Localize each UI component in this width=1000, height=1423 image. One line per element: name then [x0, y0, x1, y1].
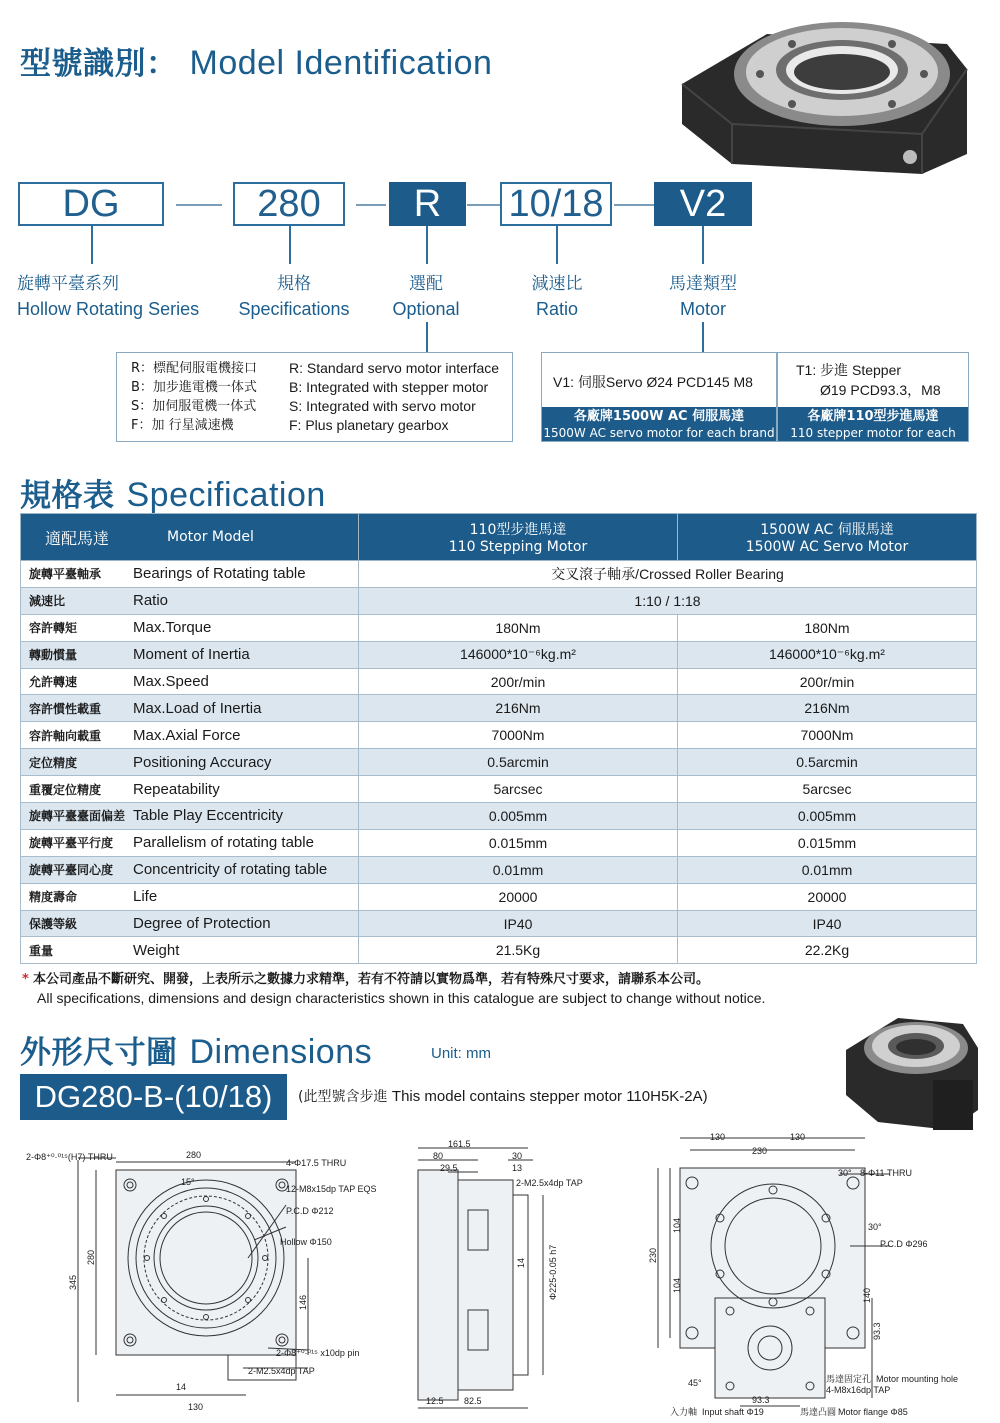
row-value-servo: 0.005mm — [678, 803, 977, 830]
table-row — [21, 776, 977, 803]
option-zh: B：加步進電機一体式 — [131, 380, 257, 395]
dim-text: 130 — [710, 1132, 726, 1142]
row-value-stepper: 0.01mm — [359, 856, 678, 883]
row-value-stepper: 7000Nm — [359, 722, 678, 749]
dim-text: 2-M2.5x4dp TAP — [248, 1366, 315, 1376]
dim-text: 2-M2.5x4dp TAP — [516, 1178, 583, 1188]
row-label-zh: 保護等級 — [21, 910, 134, 937]
note-star: * — [22, 972, 29, 987]
header-col-servo — [678, 514, 977, 561]
dim-text: 146 — [298, 1294, 308, 1310]
row-label-en: Bearings of Rotating table — [133, 561, 359, 588]
dim-text: 140 — [862, 1287, 872, 1303]
row-label-en: Repeatability — [133, 776, 359, 803]
row-label-en: Max.Load of Inertia — [133, 695, 359, 722]
disclaimer-note — [22, 970, 765, 1008]
motor-type-text: V1: 伺服Servo Ø24 PCD145 M8 — [553, 374, 753, 390]
row-label-zh: 定位精度 — [21, 749, 134, 776]
dim-text: Input shaft Φ19 — [702, 1407, 764, 1417]
code-option-box: R — [389, 182, 466, 226]
option-en: S: Integrated with servo motor — [289, 398, 476, 414]
row-value-servo: IP40 — [678, 910, 977, 937]
dim-text: 230 — [648, 1247, 658, 1263]
label-en: Ratio — [535, 299, 579, 319]
connector-line — [426, 226, 428, 264]
table-row — [21, 937, 977, 964]
table-row — [21, 668, 977, 695]
table-row — [21, 722, 977, 749]
label-en: Specifications — [238, 299, 350, 319]
specification-title — [20, 470, 326, 515]
code-ratio-box: 10/18 — [500, 182, 612, 226]
option-zh: R：標配伺服電機接口 — [131, 361, 258, 376]
dim-text: 入力軸 — [670, 1407, 698, 1417]
connector-line — [426, 322, 428, 352]
label-zh: 選配 — [409, 274, 443, 294]
dim-text: 345 — [68, 1274, 78, 1290]
row-label-zh: 精度壽命 — [21, 883, 134, 910]
connector-line — [289, 226, 291, 264]
dim-text: Hollow Φ150 — [280, 1237, 332, 1247]
row-value-servo: 180Nm — [678, 614, 977, 641]
front-view-drawing — [18, 1140, 388, 1415]
dim-text: 230 — [752, 1146, 768, 1156]
option-zh: F：加 行星減速機 — [131, 418, 234, 433]
motor-type-text — [778, 353, 968, 407]
row-value-servo: 20000 — [678, 883, 977, 910]
product-photo-bottom — [838, 1010, 988, 1135]
motor-type-foot — [778, 407, 968, 456]
header-line: 1500W AC Servo Motor — [745, 539, 909, 555]
dim-text: 馬達固定孔 — [826, 1374, 872, 1384]
table-row — [21, 695, 977, 722]
row-value-servo: 0.015mm — [678, 829, 977, 856]
options-box — [116, 352, 513, 442]
code-motor-box: V2 — [654, 182, 752, 226]
label-optional — [366, 272, 486, 322]
table-row — [21, 614, 977, 641]
row-value-stepper: 20000 — [359, 883, 678, 910]
option-row — [131, 397, 512, 416]
dash — [176, 204, 222, 206]
dim-text: 161.5 — [448, 1140, 471, 1149]
header-col-stepper — [359, 514, 678, 561]
header-zh: 適配馬達 — [21, 514, 134, 561]
spec-table — [20, 513, 977, 964]
dim-text: 14 — [176, 1382, 187, 1392]
row-label-en: Positioning Accuracy — [133, 749, 359, 776]
unit-label: Unit: mm — [431, 1045, 491, 1062]
motor-line: T1: 步進 Stepper — [796, 362, 902, 378]
row-label-en: Weight — [133, 937, 359, 964]
motor-type-v1 — [541, 352, 777, 442]
row-label-en: Max.Torque — [133, 614, 359, 641]
dim-text: 8-Φ11 THRU — [860, 1168, 913, 1178]
row-label-zh: 重量 — [21, 937, 134, 964]
dim-text: 93.3 — [752, 1395, 770, 1405]
label-series — [17, 272, 199, 322]
dim-text: Motor mounting hole — [876, 1374, 959, 1384]
row-label-zh: 容許轉矩 — [21, 614, 134, 641]
title-en: Specification — [126, 476, 326, 514]
row-label-en: Concentricity of rotating table — [133, 856, 359, 883]
code-spec-box: 280 — [233, 182, 345, 226]
product-photo-top — [672, 14, 977, 179]
option-en: F: Plus planetary gearbox — [289, 417, 449, 433]
row-value-stepper: 5arcsec — [359, 776, 678, 803]
table-row — [21, 561, 977, 588]
row-value-stepper: 0.015mm — [359, 829, 678, 856]
row-label-en: Life — [133, 883, 359, 910]
table-row — [21, 883, 977, 910]
row-value-servo: 216Nm — [678, 695, 977, 722]
row-label-zh: 旋轉平臺臺面偏差 — [21, 803, 134, 830]
title-zh: 規格表 — [20, 478, 115, 514]
dim-text: 12-M8x15dp TAP EQS — [286, 1184, 377, 1194]
dim-text: 130 — [790, 1132, 806, 1142]
dim-text: 15° — [181, 1177, 195, 1187]
row-value-stepper: 180Nm — [359, 614, 678, 641]
label-en: Optional — [392, 299, 460, 319]
dim-text: 30° — [838, 1168, 852, 1178]
dash — [467, 204, 500, 206]
row-value-servo: 5arcsec — [678, 776, 977, 803]
top-view-drawing — [640, 1128, 980, 1418]
title-zh: 外形尺寸圖 — [20, 1035, 178, 1071]
option-zh: S：加伺服電機一体式 — [131, 399, 257, 414]
row-value-stepper: 0.5arcmin — [359, 749, 678, 776]
row-label-en: Moment of Inertia — [133, 641, 359, 668]
label-en: Hollow Rotating Series — [17, 299, 200, 319]
option-row — [131, 416, 512, 435]
dim-text: 13 — [512, 1163, 523, 1173]
dim-text: P.C.D Φ296 — [880, 1239, 928, 1249]
model-note — [298, 1086, 708, 1106]
title-zh: 型號識別： — [20, 46, 178, 82]
row-value-stepper: 21.5Kg — [359, 937, 678, 964]
row-value: 1:10 / 1:18 — [359, 587, 977, 614]
label-ratio — [497, 272, 617, 322]
header-line: 110 Stepping Motor — [448, 539, 588, 555]
dim-text: 80 — [433, 1151, 444, 1161]
dim-text: 45° — [688, 1378, 702, 1388]
connector-line — [556, 226, 558, 264]
motor-type-t1 — [777, 352, 969, 456]
dim-text: 4-M8x16dp TAP — [826, 1385, 891, 1395]
option-row — [131, 378, 512, 397]
title-en: Model Identification — [189, 44, 493, 82]
row-label-zh: 旋轉平臺平行度 — [21, 829, 134, 856]
option-en: B: Integrated with stepper motor — [289, 379, 489, 395]
code-series-box: DG — [18, 182, 164, 226]
side-view-drawing — [408, 1140, 618, 1415]
connector-line — [702, 226, 704, 264]
dim-text: 280 — [86, 1249, 96, 1265]
dim-text: 280 — [186, 1150, 202, 1160]
dim-text: 104 — [672, 1217, 682, 1233]
row-label-zh: 容許慣性載重 — [21, 695, 134, 722]
row-value-stepper: 216Nm — [359, 695, 678, 722]
connector-line — [702, 322, 704, 352]
row-label-zh: 轉動慣量 — [21, 641, 134, 668]
option-en: R: Standard servo motor interface — [289, 360, 500, 376]
dim-text: 30° — [868, 1222, 882, 1232]
option-row — [131, 359, 512, 378]
dim-text: 2-Φ8⁺⁰·⁰¹⁵ x10dp pin — [276, 1348, 360, 1358]
motor-type-foot — [542, 407, 776, 441]
table-row — [21, 803, 977, 830]
foot-zh: 各廠牌1500W AC 伺服馬達 — [573, 409, 745, 424]
dim-text: Motor flange Φ85 — [838, 1407, 908, 1417]
row-value-stepper: 200r/min — [359, 668, 678, 695]
foot-en: 110 stepper motor for each brand — [790, 426, 956, 456]
table-row — [21, 587, 977, 614]
motor-line: Ø19 PCD93.3，M8 — [820, 382, 941, 398]
row-label-zh: 重覆定位精度 — [21, 776, 134, 803]
dim-text: 93.3 — [872, 1322, 882, 1340]
dim-text: 12.5 — [426, 1396, 444, 1406]
foot-en: 1500W AC servo motor for each brand — [543, 426, 775, 440]
dim-text: 14 — [516, 1257, 526, 1268]
model-note-zh: (此型號含步進 — [298, 1089, 388, 1105]
row-value: 交叉滾子軸承/Crossed Roller Bearing — [359, 561, 977, 588]
row-label-en: Table Play Eccentricity — [133, 803, 359, 830]
dim-text: P.C.D Φ212 — [286, 1206, 334, 1216]
connector-line — [91, 226, 93, 264]
note-zh: 本公司產品不斷研究、開發，上表所示之數據力求精準，若有不符請以實物爲準，若有特殊尺寸要求，請聯系本公司。 — [32, 972, 709, 987]
row-label-en: Degree of Protection — [133, 910, 359, 937]
row-label-zh: 允許轉速 — [21, 668, 134, 695]
table-row — [21, 749, 977, 776]
row-label-en: Ratio — [133, 587, 359, 614]
label-spec — [219, 272, 369, 322]
model-bar: DG280-B-(10/18) — [20, 1074, 287, 1120]
dim-text: 4-Φ17.5 THRU — [286, 1158, 347, 1168]
label-en: Motor — [679, 299, 726, 319]
row-value-servo: 0.5arcmin — [678, 749, 977, 776]
label-motor — [643, 272, 763, 322]
dim-text: 104 — [672, 1277, 682, 1293]
header-line: 110型步進馬達 — [469, 522, 567, 538]
dim-text: Φ225-0.05 h7 — [548, 1244, 558, 1300]
model-note-en: This model contains stepper motor 110H5K-2A) — [391, 1088, 708, 1105]
header-en: Motor Model — [133, 514, 359, 561]
label-zh: 旋轉平臺系列 — [17, 274, 119, 294]
label-zh: 馬達類型 — [669, 274, 737, 294]
row-value-stepper: 0.005mm — [359, 803, 678, 830]
row-label-zh: 減速比 — [21, 587, 134, 614]
row-label-zh: 旋轉平臺軸承 — [21, 561, 134, 588]
row-value-servo: 7000Nm — [678, 722, 977, 749]
dash — [614, 204, 654, 206]
table-row — [21, 910, 977, 937]
row-value-servo: 146000*10⁻⁶kg.m² — [678, 641, 977, 668]
dim-text: 29.5 — [440, 1163, 458, 1173]
spec-header-row — [21, 514, 977, 561]
model-identification-title — [20, 38, 492, 83]
foot-zh: 各廠牌110型步進馬達 — [807, 409, 939, 424]
title-en: Dimensions — [189, 1033, 373, 1071]
table-row — [21, 641, 977, 668]
row-value-servo: 22.2Kg — [678, 937, 977, 964]
dim-text: 30 — [512, 1151, 523, 1161]
dim-text: 馬達凸圓 — [800, 1407, 837, 1417]
row-label-zh: 容許軸向載重 — [21, 722, 134, 749]
row-label-en: Max.Speed — [133, 668, 359, 695]
note-en: All specifications, dimensions and design characteristics shown in this catalogue are subject to change without notice. — [37, 990, 766, 1006]
row-label-en: Max.Axial Force — [133, 722, 359, 749]
row-label-zh: 旋轉平臺同心度 — [21, 856, 134, 883]
dimensions-title — [20, 1027, 372, 1072]
table-row — [21, 829, 977, 856]
row-value-stepper: IP40 — [359, 910, 678, 937]
row-value-servo: 200r/min — [678, 668, 977, 695]
header-line: 1500W AC 伺服馬達 — [760, 522, 894, 538]
label-zh: 減速比 — [531, 274, 583, 294]
dim-text: 82.5 — [464, 1396, 482, 1406]
dim-text: 130 — [188, 1402, 204, 1412]
row-label-en: Parallelism of rotating table — [133, 829, 359, 856]
row-value-servo: 0.01mm — [678, 856, 977, 883]
row-value-stepper: 146000*10⁻⁶kg.m² — [359, 641, 678, 668]
dim-text: 2-Φ8⁺⁰·⁰¹⁵(H7) THRU — [26, 1152, 113, 1162]
dash — [356, 204, 386, 206]
table-row — [21, 856, 977, 883]
label-zh: 規格 — [277, 274, 311, 294]
